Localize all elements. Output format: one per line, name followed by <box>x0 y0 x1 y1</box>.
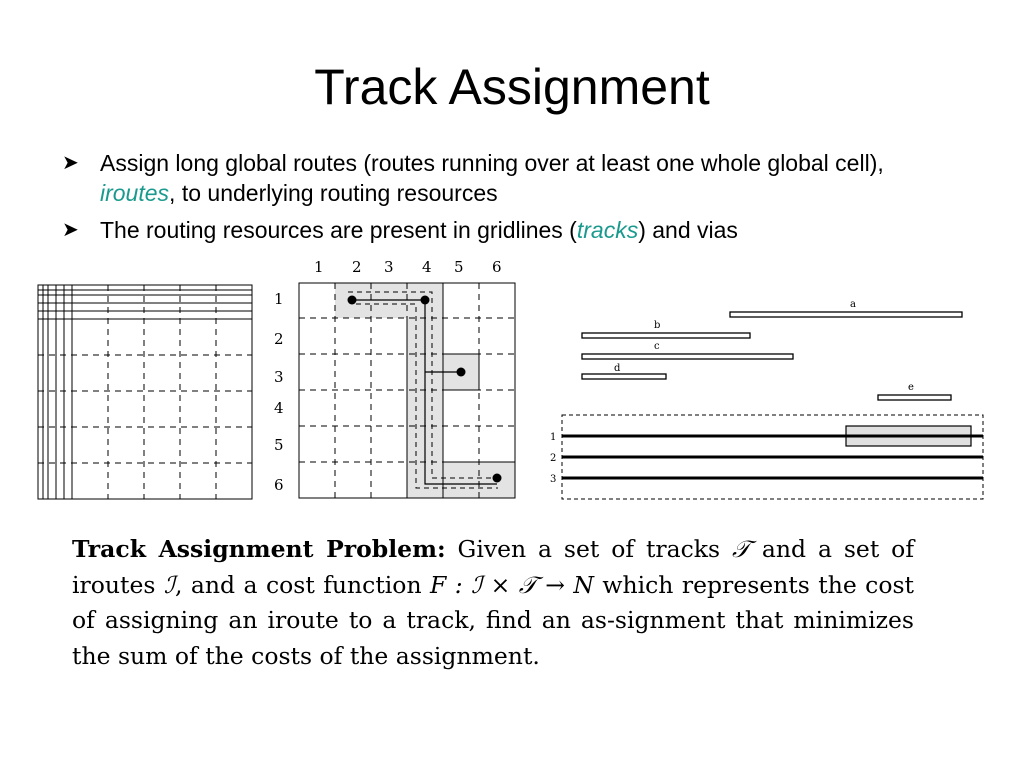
slide-title: Track Assignment <box>314 59 710 115</box>
col-label: 2 <box>352 258 362 276</box>
bullet-text-post: , to underlying routing resources <box>169 180 498 206</box>
iroute-label: d <box>614 363 621 374</box>
problem-text: which represents the cost of assigning an iroute to a track, find an as-signment that minimizes the sum of the costs of the assignment. <box>72 570 914 670</box>
track-label: 1 <box>550 432 557 443</box>
iroute-label: b <box>654 320 661 331</box>
bullet-text-post: ) and vias <box>638 217 738 243</box>
row-label: 2 <box>274 330 284 348</box>
track-label: 3 <box>550 474 557 485</box>
iroute-label: e <box>908 382 914 393</box>
iroute-label: a <box>850 299 856 310</box>
problem-text: Given a set of tracks <box>445 535 732 563</box>
track-label: 2 <box>550 453 557 464</box>
iroute-label: c <box>654 341 660 352</box>
bullet-text-pre: Assign long global routes (routes running over at least one whole global cell), <box>100 150 884 176</box>
bullet-term-iroutes: iroutes <box>100 180 170 206</box>
col-label: 3 <box>384 258 394 276</box>
row-label: 6 <box>274 476 284 494</box>
route-grid-figure <box>268 256 528 501</box>
row-label: 1 <box>274 290 284 308</box>
bullet-text-pre: The routing resources are present in gridlines ( <box>100 217 577 243</box>
problem-text: and a set of iroutes <box>72 535 915 599</box>
bullet-item <box>62 215 962 245</box>
arrow-bullet-icon: ➤ <box>62 219 79 241</box>
iroute-track-figure <box>544 292 994 502</box>
problem-definition <box>72 532 914 674</box>
cost-function: F : ℐ × 𝒯 → N <box>430 570 594 599</box>
problem-text: , and a cost function <box>174 570 431 599</box>
arrow-bullet-icon: ➤ <box>62 152 79 174</box>
col-label: 4 <box>422 258 432 276</box>
bullet-item <box>62 148 962 208</box>
iroutes-symbol: ℐ <box>163 570 175 599</box>
problem-heading: Track Assignment Problem: <box>72 535 446 563</box>
row-label: 4 <box>274 399 284 417</box>
row-label: 5 <box>274 436 284 454</box>
bullet-list <box>62 148 962 252</box>
col-label: 1 <box>314 258 324 276</box>
tracks-symbol: 𝒯 <box>732 535 751 563</box>
track-grid-figure <box>34 281 264 511</box>
row-label: 3 <box>274 368 284 386</box>
col-label: 6 <box>492 258 502 276</box>
col-label: 5 <box>454 258 464 276</box>
bullet-term-tracks: tracks <box>576 217 639 243</box>
